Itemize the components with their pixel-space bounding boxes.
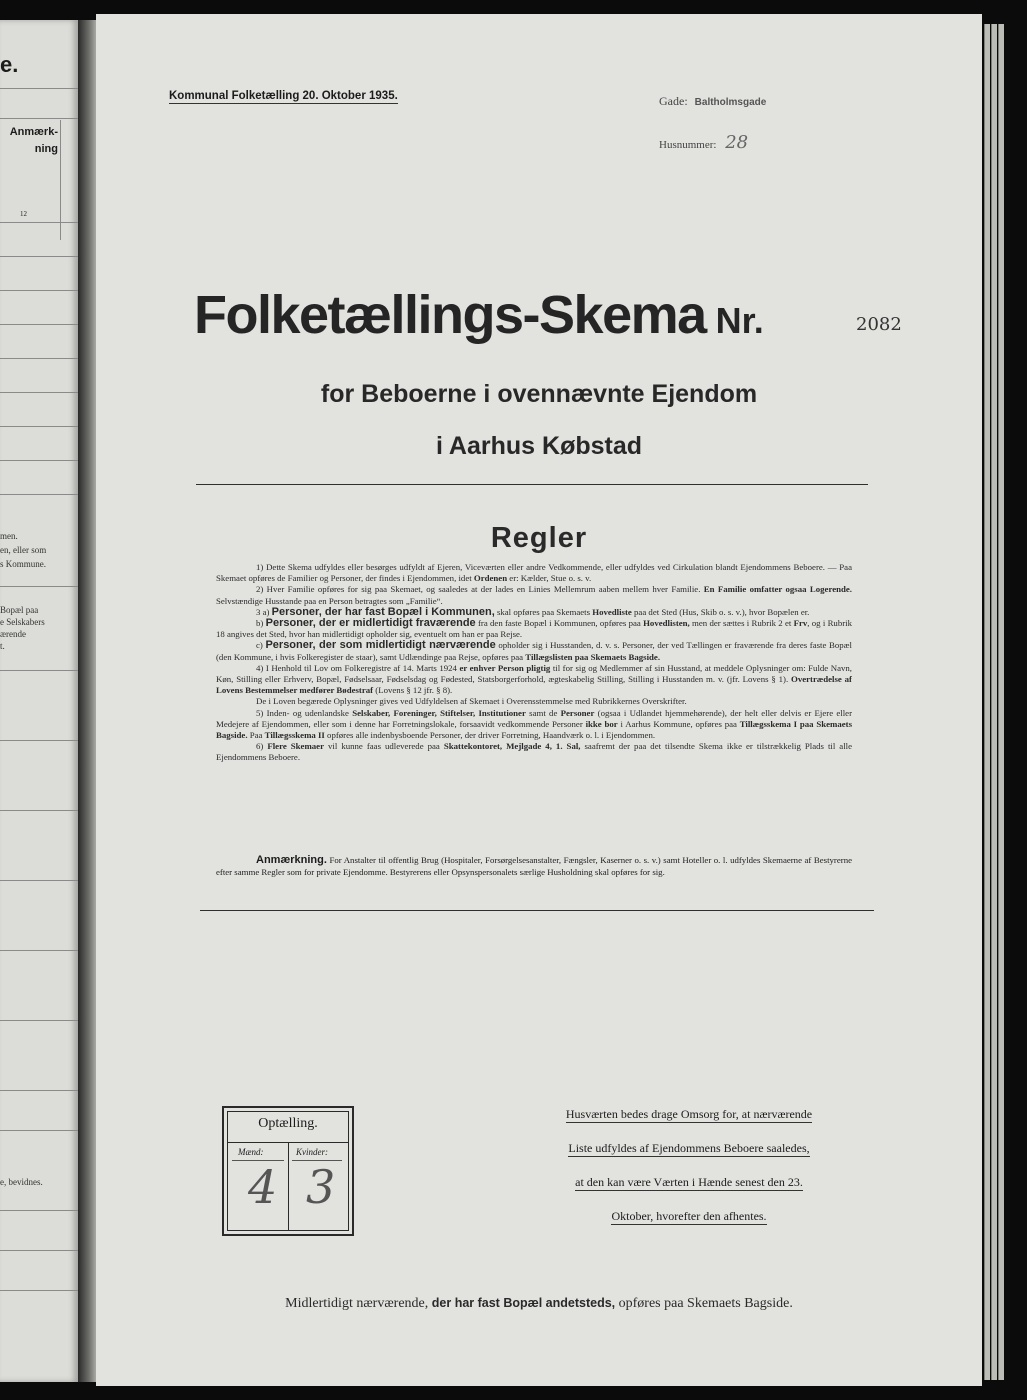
rule-2: 2) Hver Familie opføres for sig paa Skemaet, og saaledes at der lades en Linies Mellemrum aaben mellem hver Familie. En Familie omfatter ogsaa Logerende. Selvstændige Husstande paa en Person betragtes som „Familie“. — [216, 584, 852, 606]
page-edge — [991, 24, 997, 1380]
house-number-field — [659, 132, 748, 153]
count-column-divider — [288, 1142, 289, 1230]
left-page-text: ærende — [0, 629, 26, 639]
form-subtitle: for Beboerne i ovennævnte Ejendom — [320, 380, 758, 408]
rule-5: 5) Inden- og udenlandske Selskaber, Foreninger, Stiftelser, Institutioner samt de Personer (ogsaa i Udlandet hjemmehørende), der helt eller delvis er Ejere eller Medejere af Ejendommen, eller som i denne har Forretningslokale, forsaavidt vedkommende Personer ikke bor i Aarhus Kommune, opføres paa Tillægsskema I paa Skemaets Bagside. Paa Tillægsskema II opføres alle indenbysboende Personer, der driver Forretning, Haandværk o. l. i Ejendommen. — [216, 707, 853, 741]
rule-1: 1) Dette Skema udfyldes eller besørges udfyldt af Ejeren, Viceværten eller andre Vedkommende, eller udfyldes ved Cirkulation blandt Ejendommens Beboere. — Paa Skemaet opføres de Familier og Personer, der findes i Ejendommen, idet Ordenen er: Kælder, Stue o. s. v. — [216, 562, 852, 584]
remark-text: Anmærkning. For Anstalter til offentlig Brug (Hospitaler, Forsørgelsesanstalter, Fængsler, Kaserner o. s. v.) samt Hoteller o. l. udfyldes Skemaerne af Bestyrerne efter samme Regler som for private Ejendomme. Bestyrerens eller Opsynspersonalets særlige Husholdning skal opføres for sig. — [216, 854, 852, 877]
left-page-rule — [0, 586, 78, 587]
rule-3c: c) Personer, der som midlertidigt nærværende opholder sig i Husstanden, d. v. s. Personer, der ved Tællingen er fraværende fra deres faste Bopæl (den Kommune, i hvis Folkeregister de staar), samt Udlændinge paa Rejse, opføres paa Tillægslisten paa Skemaets Bagside. — [216, 639, 852, 662]
divider — [200, 910, 874, 911]
rule-4-extra: De i Loven begærede Oplysninger gives ved Udfyldelsen af Skemaet i Overensstemmelse med Rubrikkernes Overskrifter. — [256, 696, 687, 707]
rule-6: 6) Flere Skemaer vil kunne faas udleverede paa Skattekontoret, Mejlgade 4, 1. Sal, saafremt der paa det tilsendte Skema ikke er tilstrækkelig Plads til alle Ejendommens Beboere. — [216, 741, 853, 763]
rules-heading: Regler — [490, 522, 588, 554]
house-number-value: 28 — [725, 132, 749, 153]
count-heading: Optælling. — [258, 1116, 318, 1131]
page-edge — [998, 24, 1004, 1380]
form-number: 2082 — [856, 314, 902, 335]
rule-3b: b) Personer, der er midlertidigt fraværende fra den faste Bopæl i Kommunen, opføres paa Hovedlisten, men der sættes i Rubrik 2 et Frv, og i Rubrik 18 angives det Sted, hvor han midlertidigt opholder sig, eventuelt om han er paa Rejse. — [216, 617, 853, 640]
men-label: Mænd: — [238, 1147, 264, 1157]
left-page-rule — [0, 1290, 78, 1291]
form-title — [194, 284, 764, 346]
left-page-rule — [0, 880, 78, 881]
left-page-rule — [0, 118, 78, 119]
street-field — [659, 94, 766, 109]
census-title: Kommunal Folketælling 20. Oktober 1935. — [169, 90, 398, 102]
left-page-rule — [0, 256, 78, 257]
count-box — [222, 1106, 354, 1236]
left-page-text: men. — [0, 531, 18, 541]
left-page-text: e Selskabers — [0, 617, 45, 627]
notice-line: Oktober, hvorefter den afhentes. — [611, 1209, 767, 1223]
women-label: Kvinder: — [296, 1147, 328, 1157]
left-page-rule — [0, 392, 78, 393]
left-page-rule — [0, 88, 78, 89]
count-box-inner — [227, 1111, 349, 1231]
left-page-text: t. — [0, 641, 5, 651]
notice-line: Husværten bedes drage Omsorg for, at nærværende — [565, 1107, 813, 1121]
left-page-rule — [0, 1090, 78, 1091]
left-page-rule — [0, 950, 78, 951]
left-page-rule — [0, 324, 78, 325]
left-page-rule — [0, 670, 78, 671]
left-page-rule — [0, 494, 78, 495]
left-page-rule — [0, 460, 78, 461]
left-page-rule — [0, 358, 78, 359]
left-page-rule — [0, 1250, 78, 1251]
left-page-rule — [0, 290, 78, 291]
left-page-rule — [0, 1020, 78, 1021]
form-title-main: Folketællings-Skema — [194, 285, 706, 345]
notice-line: Liste udfyldes af Ejendommens Beboere saaledes, — [568, 1141, 810, 1155]
left-page-rule — [0, 426, 78, 427]
left-page-text: e, bevidnes. — [0, 1177, 43, 1187]
women-count: 3 — [306, 1160, 336, 1214]
landlord-notice — [516, 1102, 862, 1238]
left-page-fragment — [0, 20, 78, 1382]
men-count: 4 — [248, 1160, 278, 1214]
left-page-anm-heading — [0, 124, 58, 158]
left-page-rule — [0, 740, 78, 741]
left-page-rule — [0, 222, 78, 223]
left-page-rule — [0, 1210, 78, 1211]
rule-4: 4) I Henhold til Lov om Folkeregistre af 14. Marts 1924 er enhver Person pligtig til for sig og Medlemmer af sin Husstand, at meddele Oplysninger om: Fulde Navn, Køn, Stilling eller Erhverv, Bopæl, Fødselsaar, Fødselsdag og Fødested, Statsborgerforhold, ægteskabelig Stilling, Stilling i Husstanden m. v. (jfr. Lovens § 1). Overtrædelse af Lovens Bestemmelser medfører Bødestraf (Lovens § 12 jfr. § 8). — [216, 662, 852, 696]
left-page-text: Bopæl paa — [0, 605, 39, 615]
notice-line: at den kan være Værten i Hænde senest den 23. — [575, 1175, 803, 1189]
rule-3a: 3 a) Personer, der har fast Bopæl i Kommunen, skal opføres paa Skemaets Hovedliste paa det Sted (Hus, Skib o. s. v.), hvor Bopælen er. — [256, 605, 810, 618]
form-subtitle-city: i Aarhus Købstad — [435, 432, 643, 460]
footer-note: Midlertidigt nærværende, der har fast Bopæl andetsteds, opføres paa Skemaets Bagside. — [285, 1296, 793, 1311]
left-page-column-number: 12 — [20, 210, 27, 218]
left-page-anm-line: Anmærk- — [9, 126, 58, 138]
left-page-anm-line: ning — [34, 143, 58, 155]
rules-text — [216, 562, 852, 764]
street-label: Gade: — [659, 94, 688, 108]
census-form-page — [96, 14, 982, 1386]
left-page-rule — [0, 1130, 78, 1131]
remark-label: Anmærkning. — [256, 854, 327, 866]
street-value: Baltholmsgade — [694, 97, 767, 108]
left-page-text: en, eller som — [0, 545, 47, 555]
page-edge — [984, 24, 990, 1380]
book-gutter — [78, 20, 96, 1382]
form-number-label: Nr. — [715, 300, 764, 341]
left-page-text: s Kommune. — [0, 559, 46, 569]
house-number-label: Husnummer: — [659, 139, 717, 151]
divider — [196, 484, 868, 485]
left-page-rule — [0, 810, 78, 811]
left-page-title: e. — [0, 52, 19, 77]
